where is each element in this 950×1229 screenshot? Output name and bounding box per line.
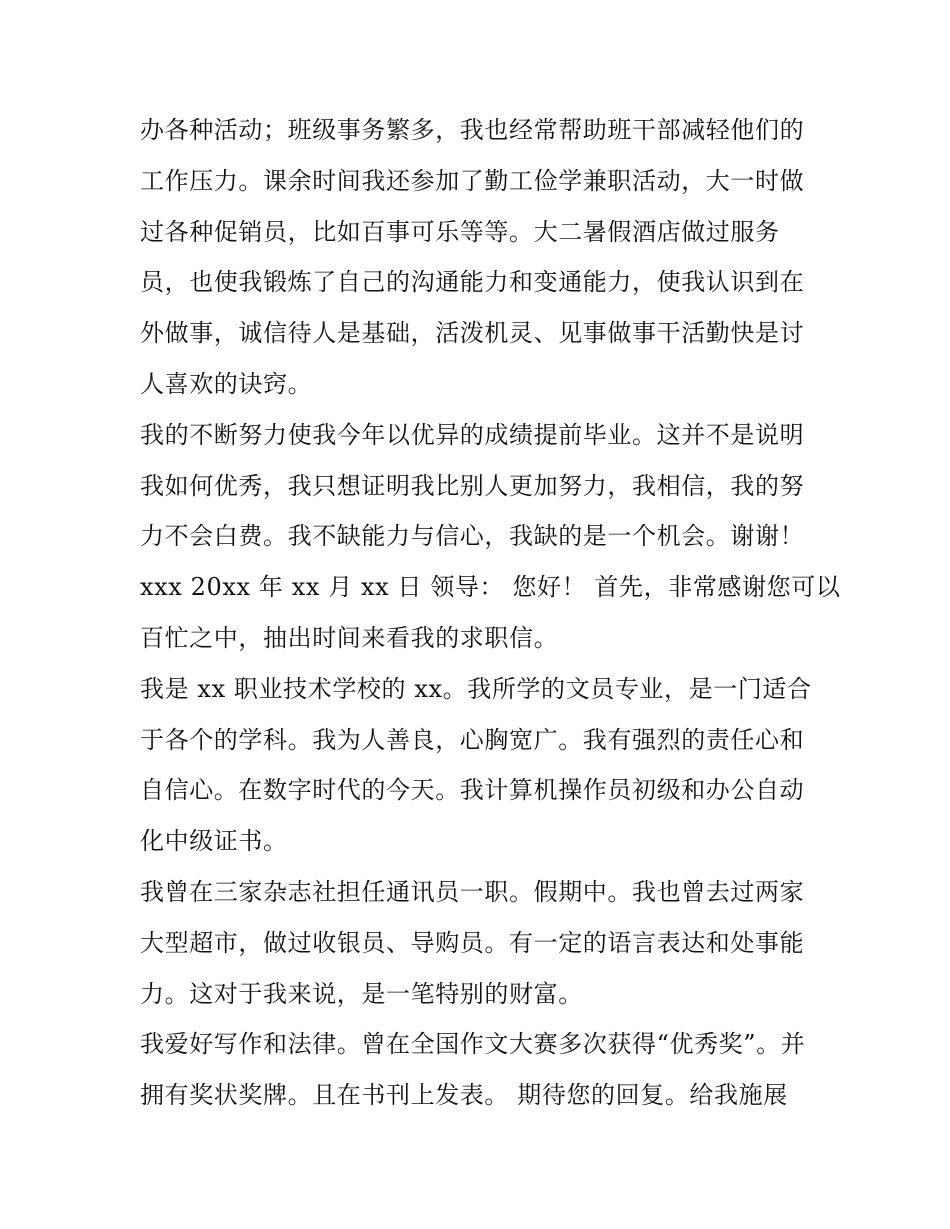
text-line: 办各种活动；班级事务繁多，我也经常帮助班干部减轻他们的 (140, 116, 805, 144)
text-line: 我曾在三家杂志社担任通讯员一职。假期中。我也曾去过两家 (140, 877, 805, 906)
document-body (140, 105, 841, 1121)
text-line: 我如何优秀，我只想证明我比别人更加努力，我相信，我的努 (140, 471, 805, 500)
text-line: 力。这对于我来说，是一笔特别的财富。 (140, 979, 583, 1008)
text-line: xxx 20xx 年 xx 月 xx 日 领导： 您好！ 首先，非常感谢您可以 (140, 573, 841, 602)
text-line: 力不会白费。我不缺能力与信心，我缺的是一个机会。谢谢！ (140, 522, 805, 551)
text-line: 过各种促销员，比如百事可乐等等。大二暑假酒店做过服务 (140, 217, 780, 246)
text-line: 员，也使我锻炼了自己的沟通能力和变通能力，使我认识到在 (140, 268, 805, 297)
text-line: 化中级证书。 (140, 827, 288, 856)
text-line: 大型超市，做过收银员、导购员。有一定的语言表达和处事能 (140, 928, 805, 957)
text-line: 百忙之中，抽出时间来看我的求职信。 (140, 623, 559, 652)
text-line: 我爱好写作和法律。曾在全国作文大赛多次获得“优秀奖”。并 (140, 1030, 806, 1059)
text-line: 拥有奖状奖牌。且在书刊上发表。 期待您的回复。给我施展 (140, 1081, 788, 1110)
text-line: 于各个的学科。我为人善良，心胸宽广。我有强烈的责任心和 (140, 725, 805, 754)
text-line: 工作压力。课余时间我还参加了勤工俭学兼职活动，大一时做 (140, 166, 805, 195)
text-line: 人喜欢的诀窍。 (140, 369, 313, 398)
text-line: 自信心。在数字时代的今天。我计算机操作员初级和办公自动 (140, 776, 805, 805)
text-line: 外做事，诚信待人是基础，活泼机灵、见事做事干活勤快是讨 (140, 319, 805, 348)
text-line: 我的不断努力使我今年以优异的成绩提前毕业。这并不是说明 (140, 420, 805, 449)
text-line: 我是 xx 职业技术学校的 xx。我所学的文员专业，是一门适合 (140, 674, 812, 703)
